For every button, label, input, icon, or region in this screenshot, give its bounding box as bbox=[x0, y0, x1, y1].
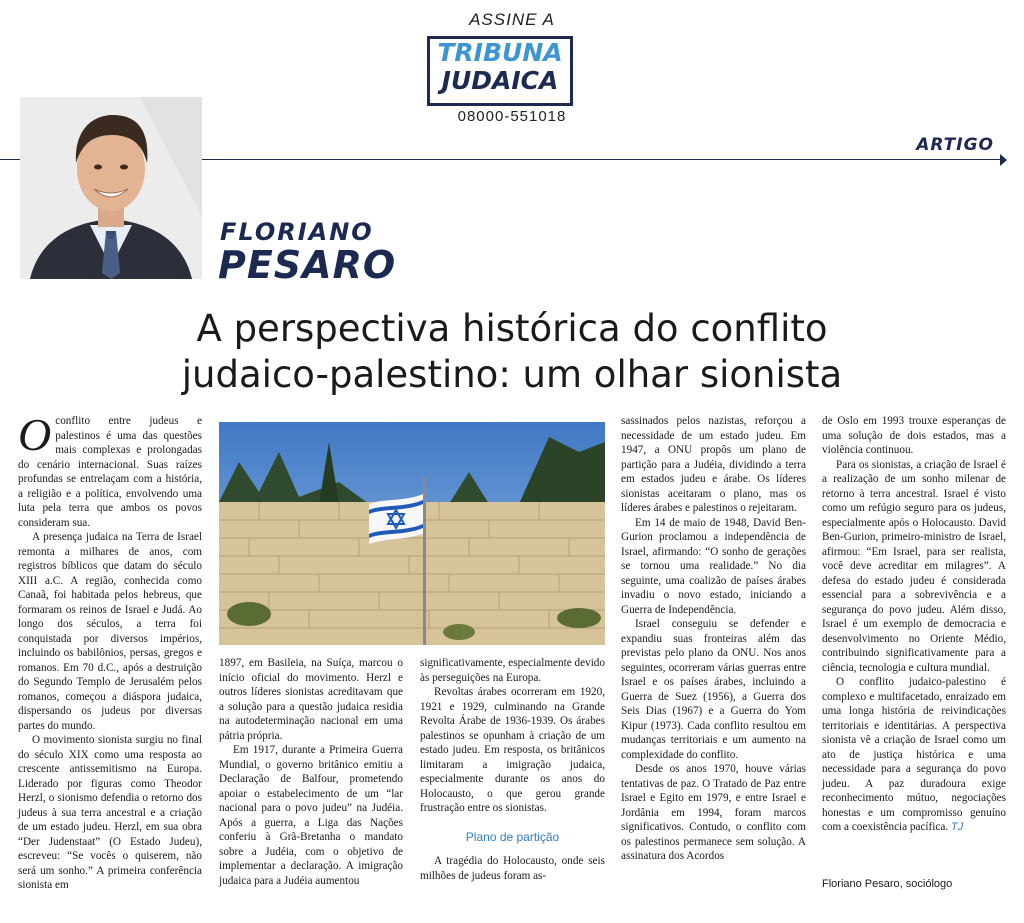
subheading: Plano de partição bbox=[465, 829, 560, 844]
western-wall-photo bbox=[219, 422, 605, 645]
paragraph: Revoltas árabes ocorreram em 1920, 1921 e 1929, culminando na Grande Revolta Árabe de 1936-1939. Os árabes palestinos se opunham à criação de um estado judeu. Em resposta, os britânicos limitaram a imigração judaica, especialmente durante os anos do Holocausto, o que gerou grande frustração entre os sionistas. bbox=[420, 686, 605, 814]
paragraph: significativamente, especialmente devido às perseguições na Europa. bbox=[420, 657, 605, 684]
article-column-2 bbox=[219, 656, 403, 888]
phone-number: 08000-551018 bbox=[457, 108, 567, 125]
article-headline bbox=[100, 306, 924, 398]
author-photo bbox=[20, 97, 202, 279]
paragraph bbox=[822, 675, 1006, 835]
logo-line-tribuna: TRIBUNA bbox=[437, 38, 563, 67]
paragraph: A presença judaica na Terra de Israel remonta a milhares de anos, com registros bíblicos que datam do século XIII a.C. A região, conhecida como Canaã, foi habitada pelos hebreus, que formaram os reinos de Israel e Judá. Ao longo dos séculos, a terra foi conquistada por diversos impérios, incluindo os babilônios, persas, gregos e romanos. Em 70 d.C., após a destruição do Segundo Templo de Jerusalém pelos romanos, começou a diáspora judaica, dispersando os judeus por diversas partes do mundo. bbox=[18, 531, 202, 732]
paragraph: Em 1917, durante a Primeira Guerra Mundial, o governo britânico emitiu a Declaração de Balfour, prometendo apoiar o estabelecimento de um “lar nacional para o povo judeu” na Judéia. Após a guerra, a Liga das Nações conferiu à Grã-Bretanha o mandato sobre a Judéia, com o objetivo de implementar a declaração. A imigração judaica para a Judéia aumentou bbox=[219, 744, 403, 887]
drop-cap: O bbox=[18, 409, 52, 460]
signoff-mark: TJ bbox=[950, 821, 964, 833]
rule-arrow-icon bbox=[1000, 154, 1007, 166]
section-label: ARTIGO bbox=[916, 135, 994, 155]
paragraph: O movimento sionista surgiu no final do século XIX como uma resposta ao crescente antissemitismo na Europa. Liderado por figuras como Theodor Herzl, o sionismo defendia o retorno dos judeus à sua terra ancestral e a criação de um estado judeu. Herzl, em sua obra “Der Judenstaat” (O Estado Judeu), escreveu: “Se vocês o quiserem, não será um sonho.” A primeira conferência sionista em bbox=[18, 734, 202, 891]
author-last-name: PESARO bbox=[218, 243, 397, 287]
paragraph: de Oslo em 1993 trouxe esperanças de uma solução de dois estados, mas a violência continuou. bbox=[822, 415, 1006, 456]
paragraph: Desde os anos 1970, houve várias tentativas de paz. O Tratado de Paz entre Israel e Egito em 1979, e entre Israel e Jordânia em 1994, foram marcos significativos. Contudo, o conflito com os palestinos permanece sem solução. A assinatura dos Acordos bbox=[621, 763, 806, 862]
subscribe-label: ASSINE A bbox=[469, 10, 555, 29]
headline-line-2: judaico-palestino: um olhar sionista bbox=[181, 353, 843, 396]
paragraph: 1897, em Basileia, na Suíça, marcou o início oficial do movimento. Herzl e outros líderes sionistas acreditavam que a solução para a questão judaica residia na autodeterminação nacional em uma pátria própria. bbox=[219, 657, 403, 742]
article-column-3 bbox=[621, 414, 806, 864]
paragraph: sassinados pelos nazistas, reforçou a necessidade de um estado judeu. Em 1947, a ONU propôs um plano de partição para a Judéia, dividindo a terra em estados judeu e árabe. Os líderes sionistas aceitaram o plano, mas os líderes árabes e palestinos o rejeitaram. bbox=[621, 415, 806, 514]
paragraph-text: conflito entre judeus e palestinos é uma das questões mais complexas e prolongadas do cenário internacional. Suas raízes profundas se entrelaçam com a história, a religião e a política, envolvendo uma luta pela terra que ambos os povos consideram sua. bbox=[18, 415, 202, 529]
article-column-3-lower bbox=[420, 656, 605, 883]
headline-line-1: A perspectiva histórica do conflito bbox=[196, 307, 828, 350]
paragraph: Para os sionistas, a criação de Israel é a realização de um sonho milenar de retorno à terra ancestral. Israel é visto como um refúgio seguro para os judeus, especialmente após o Holocausto. David Ben-Gurion, primeiro-ministro de Israel, afirmou: “Em Israel, para ser realista, você deve acreditar em milagres”. A defesa do estado judeu é considerada essencial para a sobrevivência e a segurança do povo judeu. Além disso, Israel é um exemplo de democracia e desenvolvimento no Oriente Médio, contribuindo significativamente para a ciência, tecnologia e cultura mundial. bbox=[822, 458, 1006, 674]
paragraph-text: O conflito judaico-palestino é complexo e multifacetado, enraizado em uma longa história de reivindicações territoriais e identitárias. A perspectiva sionista vê a criação de Israel como um ato de justiça histórica e uma necessidade para a segurança do povo judeu. A paz duradoura exige reconhecimento mútuo, negociações honestas e um compromisso genuíno com a coexistência pacífica. bbox=[822, 676, 1006, 833]
paragraph: Israel conseguiu se defender e expandiu suas fronteiras além das previstas pelo plano da ONU. Nos anos seguintes, ocorreram várias guerras entre Israel e os países árabes, incluindo a Guerra de Suez (1956), a Guerra dos Seis Dias (1967) e a Guerra do Yom Kipur (1973). Cada conflito resultou em mudanças territoriais e um aumento na complexidade do conflito. bbox=[621, 618, 806, 761]
logo-line-judaica: JUDAICA bbox=[441, 66, 559, 95]
paragraph: Em 14 de maio de 1948, David Ben-Gurion proclamou a independência de Israel, afirmando: “O sonho de gerações se tornou uma realidade.” No dia seguinte, uma coalizão de países árabes invadiu o novo estado, iniciando a Guerra de Independência. bbox=[621, 516, 806, 616]
tribuna-judaica-logo bbox=[427, 36, 573, 106]
author-first-name: FLORIANO bbox=[220, 218, 374, 246]
article-column-1 bbox=[18, 409, 202, 893]
paragraph bbox=[18, 409, 202, 530]
author-portrait-illustration bbox=[20, 97, 202, 279]
paragraph: A tragédia do Holocausto, onde seis milhões de judeus foram as- bbox=[420, 855, 605, 882]
article-column-4 bbox=[822, 414, 1006, 835]
western-wall-flag-illustration bbox=[219, 422, 605, 645]
byline: Floriano Pesaro, sociólogo bbox=[822, 878, 953, 890]
